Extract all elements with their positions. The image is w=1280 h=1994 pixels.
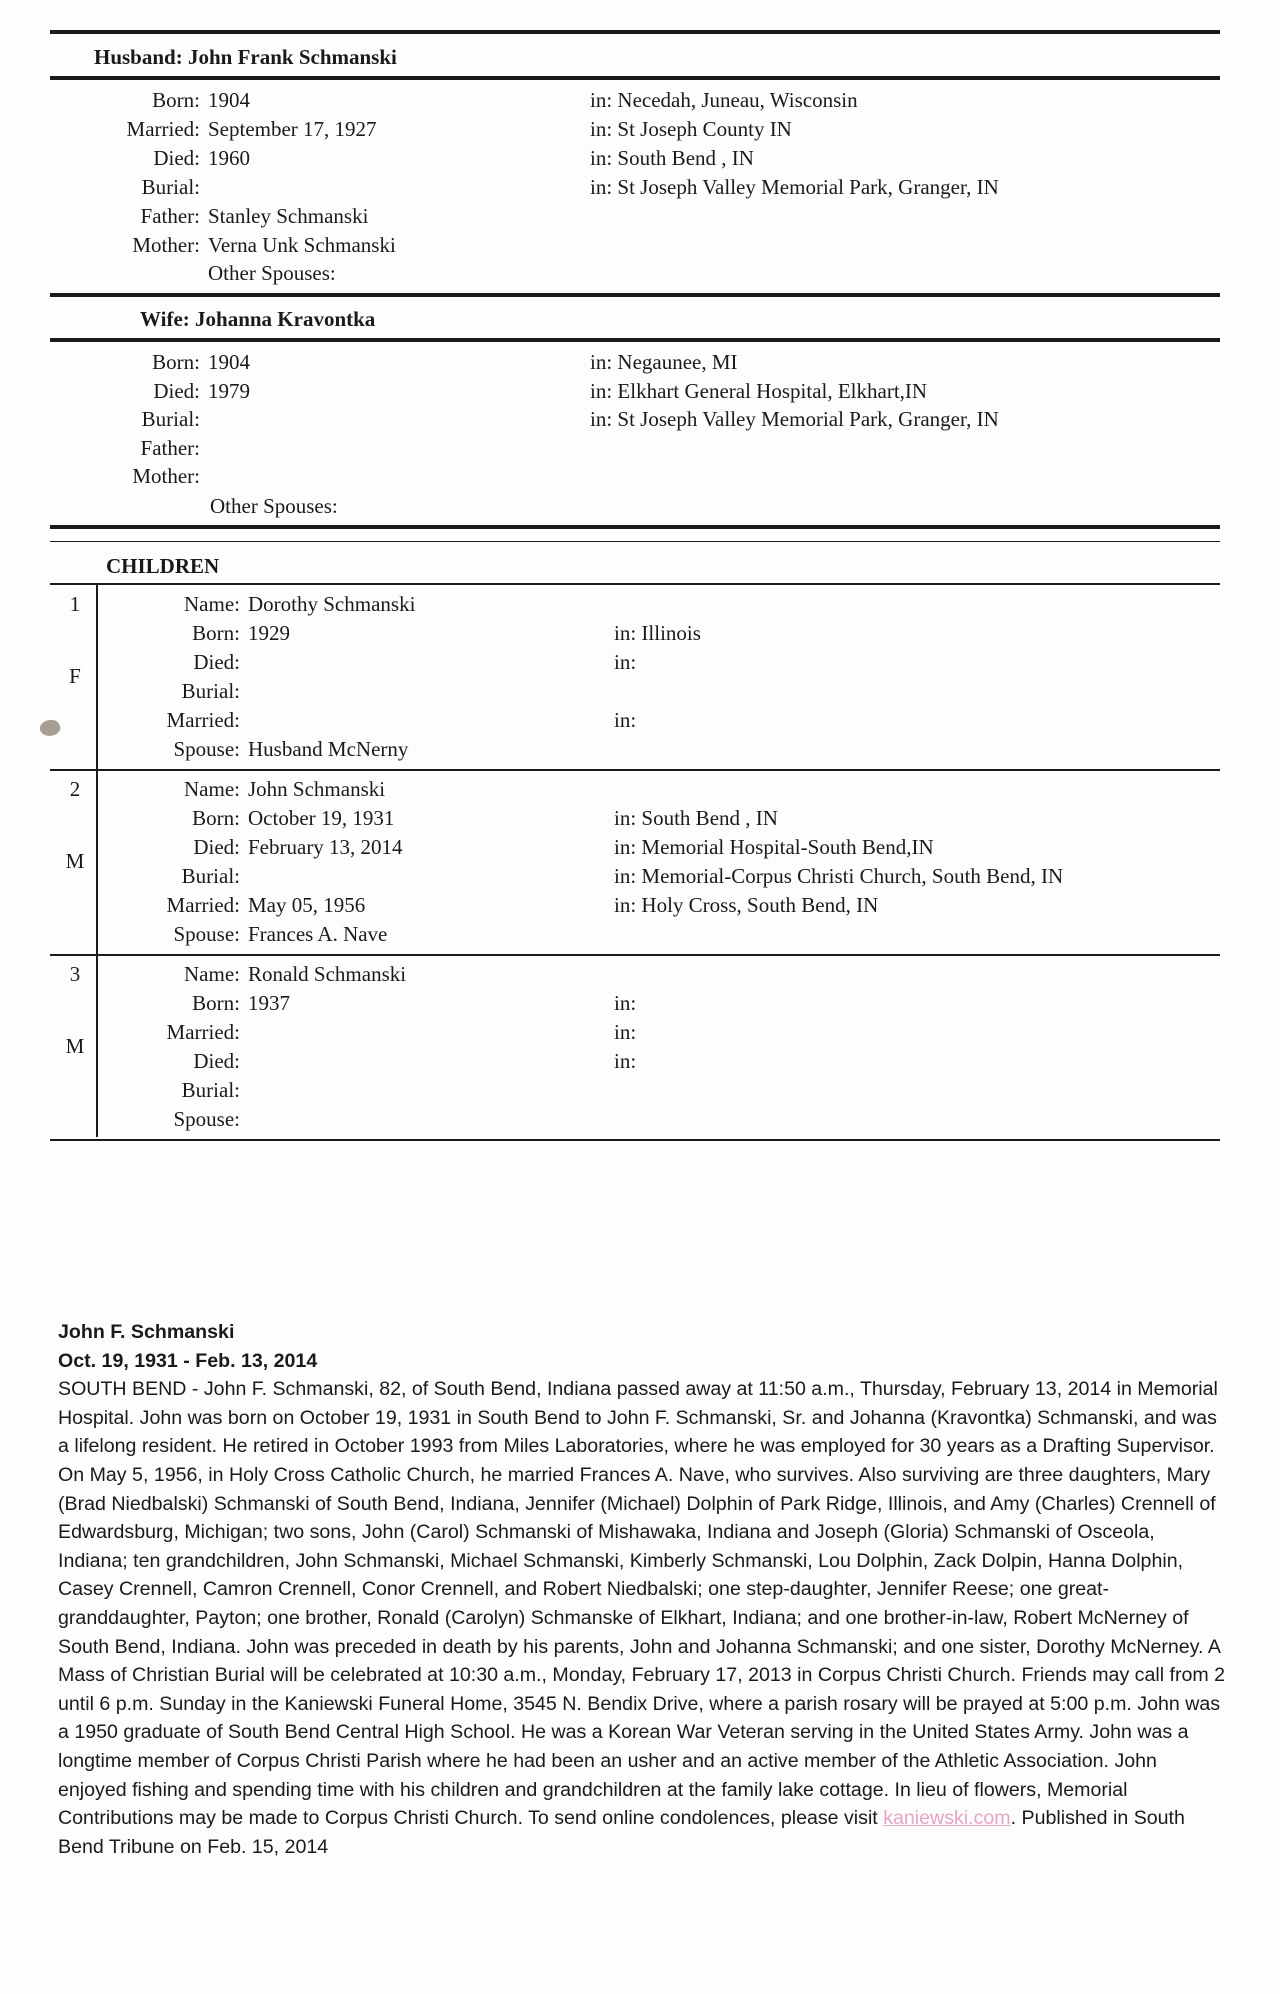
wife-header: Wife: Johanna Kravontka <box>140 307 376 331</box>
obituary-dates: Oct. 19, 1931 - Feb. 13, 2014 <box>58 1349 318 1372</box>
field-label: Born: <box>192 806 240 830</box>
children-header-rule <box>50 583 1220 585</box>
obituary-body <box>58 1375 1226 1861</box>
detail-row <box>96 677 248 705</box>
detail-row <box>50 202 368 230</box>
obituary-tail: . Published in South Bend Tribune on Feb. 15, 2014 <box>58 1807 1185 1858</box>
field-label: Married: <box>166 893 240 917</box>
field-location: in: <box>614 991 637 1015</box>
field-label: Father: <box>140 435 200 460</box>
detail-row <box>50 144 250 172</box>
detail-row <box>50 462 208 490</box>
detail-row <box>50 173 208 201</box>
top-rule <box>50 30 1220 34</box>
field-value: Verna Unk Schmanski <box>208 233 396 257</box>
field-label: Died: <box>193 650 240 674</box>
other-spouses-label: Other Spouses: <box>208 261 336 285</box>
field-location: in: Elkhart General Hospital, Elkhart,IN <box>590 378 928 403</box>
children-top-rule <box>50 525 1220 529</box>
field-value: 1979 <box>208 378 250 403</box>
detail-row <box>50 348 250 376</box>
field-value: September 17, 1927 <box>208 117 377 141</box>
husband-header: Husband: John Frank Schmanski <box>94 45 397 69</box>
field-label: Father: <box>140 204 200 228</box>
detail-row <box>96 735 408 763</box>
child-sex: F <box>69 664 81 688</box>
detail-row <box>96 960 406 988</box>
field-location: in: St Joseph Valley Memorial Park, Granger, IN <box>590 407 999 432</box>
field-label: Mother: <box>132 464 200 489</box>
field-label: Spouse: <box>173 922 240 946</box>
field-location: in: Negaunee, MI <box>590 350 738 374</box>
field-value: Husband McNerny <box>248 737 409 761</box>
field-label: Burial: <box>181 679 240 703</box>
field-label: Burial: <box>141 407 200 432</box>
field-value: 1937 <box>248 991 290 1015</box>
field-location: in: <box>614 1020 637 1044</box>
field-location: in: <box>614 708 637 732</box>
child-divider <box>50 954 1220 956</box>
detail-row <box>96 706 248 734</box>
wife-header-rule <box>50 338 1220 342</box>
detail-row <box>50 405 208 433</box>
child-sex: M <box>65 1034 85 1058</box>
child-number: 2 <box>69 777 81 801</box>
field-location: in: South Bend , IN <box>614 806 778 830</box>
detail-row <box>50 86 250 114</box>
field-location: in: Necedah, Juneau, Wisconsin <box>590 88 858 112</box>
wife-other-spouses <box>210 492 338 520</box>
field-location: in: St Joseph Valley Memorial Park, Granger, IN <box>590 175 999 199</box>
detail-row <box>96 648 248 676</box>
husband-other-spouses <box>208 259 336 287</box>
field-location: in: St Joseph County IN <box>590 117 792 141</box>
child-divider <box>50 769 1220 771</box>
field-value: May 05, 1956 <box>248 893 366 917</box>
field-location: in: <box>614 650 637 674</box>
field-label: Spouse: <box>173 737 240 761</box>
detail-row <box>96 891 365 919</box>
field-label: Burial: <box>181 1078 240 1102</box>
field-label: Born: <box>152 88 200 112</box>
field-value: October 19, 1931 <box>248 806 395 830</box>
field-value: 1904 <box>208 350 250 374</box>
child-number: 3 <box>69 962 81 986</box>
field-label: Died: <box>193 835 240 859</box>
detail-row <box>96 989 290 1017</box>
field-label: Mother: <box>132 233 200 257</box>
field-value: 1904 <box>208 88 250 112</box>
field-label: Died: <box>153 378 200 403</box>
detail-row <box>96 833 403 861</box>
field-value: 1960 <box>208 146 250 170</box>
detail-row <box>50 115 377 143</box>
field-location: in: Illinois <box>614 621 701 645</box>
detail-row <box>96 804 394 832</box>
field-value: 1929 <box>248 621 290 645</box>
detail-row <box>96 1047 248 1075</box>
field-value: February 13, 2014 <box>248 835 403 859</box>
field-location: in: Memorial Hospital-South Bend,IN <box>614 835 934 859</box>
field-location: in: South Bend , IN <box>590 146 754 170</box>
child-sex: M <box>65 849 85 873</box>
obituary <box>58 1318 1226 1861</box>
detail-row <box>96 619 290 647</box>
child-number: 1 <box>69 592 81 616</box>
field-label: Died: <box>193 1049 240 1073</box>
detail-row <box>96 1076 248 1104</box>
field-label: Married: <box>166 708 240 732</box>
detail-row <box>96 1018 248 1046</box>
field-label: Married: <box>126 117 200 141</box>
other-spouses-label: Other Spouses: <box>210 494 338 518</box>
field-label: Died: <box>153 146 200 170</box>
children-header: CHILDREN <box>106 554 220 578</box>
field-label: Burial: <box>181 864 240 888</box>
field-label: Burial: <box>141 175 200 199</box>
field-label: Name: <box>184 962 240 986</box>
child-divider <box>50 1139 1220 1141</box>
detail-row <box>96 920 387 948</box>
field-label: Born: <box>192 621 240 645</box>
field-location: in: Memorial-Corpus Christi Church, South Bend, IN <box>614 864 1064 888</box>
detail-row <box>96 862 248 890</box>
field-label: Married: <box>166 1020 240 1044</box>
children-top-rule-2 <box>50 541 1220 542</box>
detail-row <box>50 434 208 462</box>
funeral-home-link[interactable]: kaniewski.com <box>883 1807 1011 1830</box>
detail-row <box>96 590 415 618</box>
field-label: Name: <box>184 592 240 616</box>
field-value: Stanley Schmanski <box>208 204 369 228</box>
obituary-text: SOUTH BEND - John F. Schmanski, 82, of South Bend, Indiana passed away at 11:50 a.m., Thursday, February 13, 2014 in Memorial Hospital. John was born on October 19, 1931 in South Bend to John F. Schmanski, Sr. and Johanna (Kravontka) Schmanski, and was a lifelong resident. He retired in October 1993 from Miles Laboratories, where he was employed for 30 years as a Drafting Supervisor. On May 5, 1956, in Holy Cross Catholic Church, he married Frances A. Nave, who survives. Also surviving are three daughters, Mary (Brad Niedbalski) Schmanski of South Bend, Indiana, Jennifer (Michael) Dolphin of Park Ridge, Illinois, and Amy (Charles) Crennell of Edwardsburg, Michigan; two sons, John (Carol) Schmanski of Mishawaka, Indiana and Joseph (Gloria) Schmanski of Osceola, Indiana; ten grandchildren, John Schmanski, Michael Schmanski, Kimberly Schmanski, Lou Dolphin, Zack Dolpin, Hanna Dolphin, Casey Crennell, Camron Crennell, Conor Crennell, and Robert Niedbalski; one step-daughter, Jennifer Reese; one great-granddaughter, Payton; one brother, Ronald (Carolyn) Schmanske of Elkhart, Indiana; and one brother-in-law, Robert McNerney of South Bend, Indiana. John was preceded in death by his parents, John and Johanna Schmanski; and one sister, Dorothy McNerney. A Mass of Christian Burial will be celebrated at 10:30 a.m., Monday, February 17, 2013 in Corpus Christi Church. Friends may call from 2 until 6 p.m. Sunday in the Kaniewski Funeral Home, 3545 N. Bendix Drive, where a parish rosary will be prayed at 5:00 p.m. John was a 1950 graduate of South Bend Central High School. He was a Korean War Veteran serving in the United States Army. John was a longtime member of Corpus Christi Parish where he had been an usher and an active member of the Athletic Association. John enjoyed fishing and spending time with his children and grandchildren at the family lake cottage. In lieu of flowers, Memorial Contributions may be made to Corpus Christi Church. To send online condolences, please visit <box>58 1378 1226 1830</box>
field-location: in: <box>614 1049 637 1073</box>
detail-row <box>50 231 396 259</box>
field-value: Dorothy Schmanski <box>248 592 416 616</box>
detail-row <box>50 377 250 405</box>
husband-header-rule <box>50 76 1220 80</box>
field-label: Spouse: <box>173 1107 240 1131</box>
field-label: Born: <box>192 991 240 1015</box>
field-label: Born: <box>152 350 200 374</box>
detail-row <box>96 1105 248 1133</box>
field-value: John Schmanski <box>248 777 386 801</box>
field-value: Frances A. Nave <box>248 922 388 946</box>
obituary-name: John F. Schmanski <box>58 1321 235 1343</box>
paper-smudge <box>38 717 62 739</box>
detail-row <box>96 775 385 803</box>
field-location: in: Holy Cross, South Bend, IN <box>614 893 879 917</box>
field-value: Ronald Schmanski <box>248 962 407 986</box>
wife-top-rule <box>50 293 1220 297</box>
field-label: Name: <box>184 777 240 801</box>
